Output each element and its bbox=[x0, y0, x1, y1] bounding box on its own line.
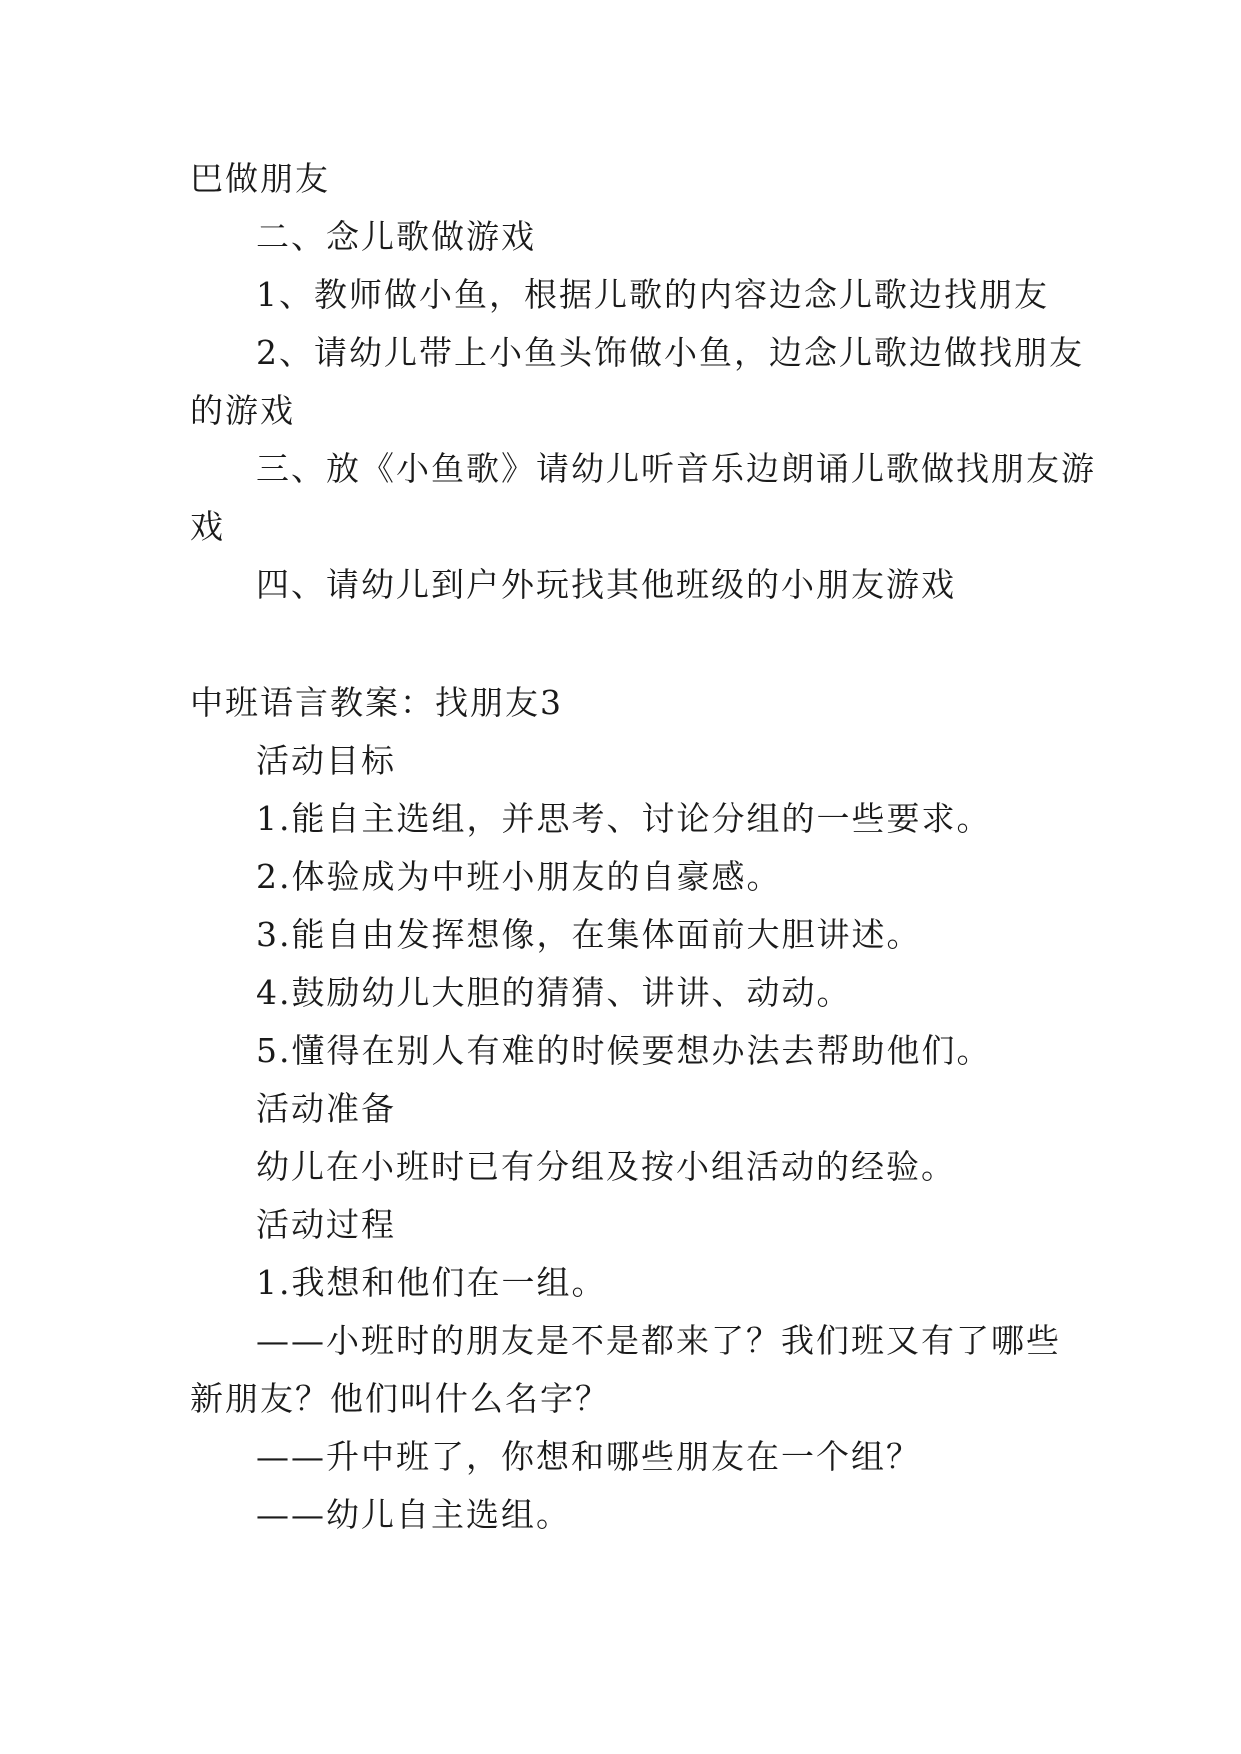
goal-item-3: 3.能自由发挥想像，在集体面前大胆讲述。 bbox=[256, 915, 922, 954]
heading-activity-preparation: 活动准备 bbox=[256, 1089, 396, 1128]
preparation-text: 幼儿在小班时已有分组及按小组活动的经验。 bbox=[256, 1147, 956, 1186]
process-question-2: ——升中班了，你想和哪些朋友在一个组？ bbox=[256, 1437, 921, 1476]
process-question-3: ——幼儿自主选组。 bbox=[256, 1495, 571, 1534]
goal-item-2: 2.体验成为中班小朋友的自豪感。 bbox=[256, 857, 782, 896]
step-heading-2: 二、念儿歌做游戏 bbox=[256, 217, 536, 256]
step-item-1: 1、教师做小鱼，根据儿歌的内容边念儿歌边找朋友 bbox=[256, 275, 1049, 314]
step-item-2: 2、请幼儿带上小鱼头饰做小鱼，边念儿歌边做找朋友 bbox=[256, 333, 1084, 372]
document-body bbox=[190, 150, 1096, 1544]
heading-activity-process: 活动过程 bbox=[256, 1205, 396, 1244]
heading-activity-goals: 活动目标 bbox=[256, 741, 396, 780]
process-question-1: ——小班时的朋友是不是都来了？我们班又有了哪些 bbox=[256, 1321, 1061, 1360]
step-heading-3-continuation: 戏 bbox=[190, 507, 225, 546]
goal-item-5: 5.懂得在别人有难的时候要想办法去帮助他们。 bbox=[256, 1031, 992, 1070]
step-item-2-continuation: 的游戏 bbox=[190, 391, 295, 430]
step-heading-3: 三、放《小鱼歌》请幼儿听音乐边朗诵儿歌做找朋友游 bbox=[256, 449, 1096, 488]
section-title: 中班语言教案：找朋友3 bbox=[190, 683, 563, 722]
section-gap bbox=[190, 614, 1050, 674]
goal-item-1: 1.能自主选组，并思考、讨论分组的一些要求。 bbox=[256, 799, 992, 838]
paragraph-continuation: 巴做朋友 bbox=[190, 159, 330, 198]
process-step-1: 1.我想和他们在一组。 bbox=[256, 1263, 607, 1302]
goal-item-4: 4.鼓励幼儿大胆的猜猜、讲讲、动动。 bbox=[256, 973, 852, 1012]
step-heading-4: 四、请幼儿到户外玩找其他班级的小朋友游戏 bbox=[256, 565, 956, 604]
process-question-1-continuation: 新朋友？他们叫什么名字？ bbox=[190, 1379, 610, 1418]
